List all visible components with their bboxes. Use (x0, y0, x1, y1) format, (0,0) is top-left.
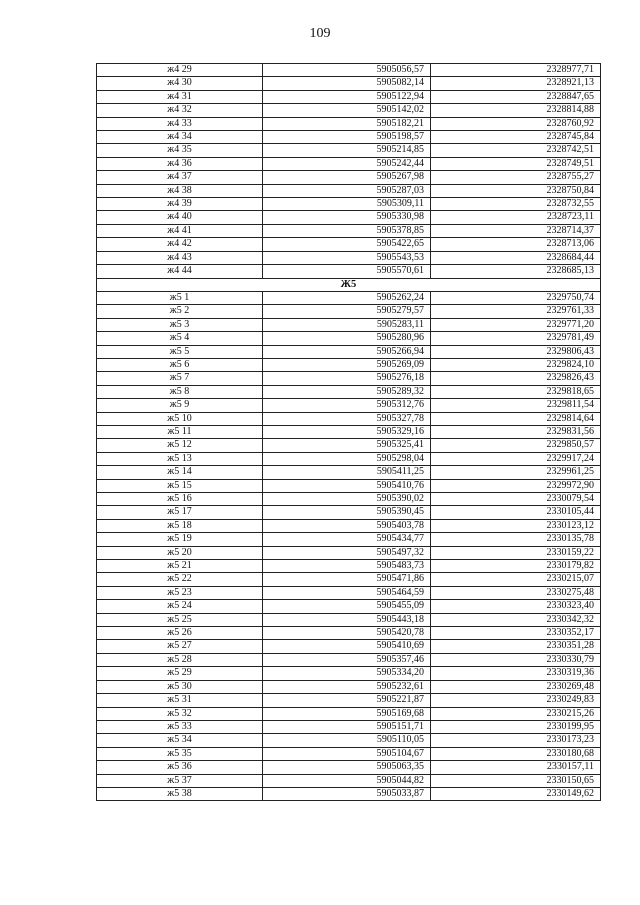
table-row (97, 533, 601, 546)
y-coordinate-cell: 2330342,32 (431, 613, 601, 626)
point-id-cell: ж5 5 (97, 345, 263, 358)
point-id-cell: ж5 11 (97, 425, 263, 438)
y-coordinate-cell: 2328750,84 (431, 184, 601, 197)
x-coordinate-cell: 5905334,20 (263, 667, 431, 680)
x-coordinate-cell: 5905169,68 (263, 707, 431, 720)
y-coordinate-cell: 2330323,40 (431, 600, 601, 613)
table-row (97, 667, 601, 680)
y-coordinate-cell: 2329818,65 (431, 385, 601, 398)
x-coordinate-cell: 5905390,45 (263, 506, 431, 519)
x-coordinate-cell: 5905262,24 (263, 291, 431, 304)
x-coordinate-cell: 5905327,78 (263, 412, 431, 425)
y-coordinate-cell: 2329806,43 (431, 345, 601, 358)
point-id-cell: ж4 37 (97, 171, 263, 184)
table-row (97, 586, 601, 599)
x-coordinate-cell: 5905329,16 (263, 425, 431, 438)
table-row (97, 157, 601, 170)
point-id-cell: ж5 4 (97, 332, 263, 345)
point-id-cell: ж4 44 (97, 265, 263, 278)
y-coordinate-cell: 2330275,48 (431, 586, 601, 599)
y-coordinate-cell: 2328713,06 (431, 238, 601, 251)
point-id-cell: ж4 38 (97, 184, 263, 197)
x-coordinate-cell: 5905403,78 (263, 519, 431, 532)
x-coordinate-cell: 5905280,96 (263, 332, 431, 345)
x-coordinate-cell: 5905242,44 (263, 157, 431, 170)
y-coordinate-cell: 2328760,92 (431, 117, 601, 130)
table-row (97, 171, 601, 184)
table-row (97, 560, 601, 573)
table-row (97, 305, 601, 318)
y-coordinate-cell: 2329781,49 (431, 332, 601, 345)
table-row (97, 694, 601, 707)
x-coordinate-cell: 5905312,76 (263, 399, 431, 412)
point-id-cell: ж4 30 (97, 77, 263, 90)
x-coordinate-cell: 5905063,35 (263, 761, 431, 774)
x-coordinate-cell: 5905182,21 (263, 117, 431, 130)
table-row (97, 439, 601, 452)
point-id-cell: ж4 39 (97, 198, 263, 211)
table-row (97, 332, 601, 345)
y-coordinate-cell: 2328714,37 (431, 224, 601, 237)
x-coordinate-cell: 5905411,25 (263, 466, 431, 479)
x-coordinate-cell: 5905279,57 (263, 305, 431, 318)
y-coordinate-cell: 2330159,22 (431, 546, 601, 559)
point-id-cell: ж5 38 (97, 787, 263, 800)
point-id-cell: ж5 31 (97, 694, 263, 707)
x-coordinate-cell: 5905390,02 (263, 493, 431, 506)
x-coordinate-cell: 5905543,53 (263, 251, 431, 264)
table-row (97, 318, 601, 331)
table-row (97, 104, 601, 117)
point-id-cell: ж5 33 (97, 720, 263, 733)
x-coordinate-cell: 5905410,69 (263, 640, 431, 653)
point-id-cell: ж4 35 (97, 144, 263, 157)
x-coordinate-cell: 5905325,41 (263, 439, 431, 452)
point-id-cell: ж4 33 (97, 117, 263, 130)
point-id-cell: ж5 18 (97, 519, 263, 532)
x-coordinate-cell: 5905464,59 (263, 586, 431, 599)
y-coordinate-cell: 2328755,27 (431, 171, 601, 184)
y-coordinate-cell: 2329824,10 (431, 358, 601, 371)
x-coordinate-cell: 5905283,11 (263, 318, 431, 331)
point-id-cell: ж5 25 (97, 613, 263, 626)
x-coordinate-cell: 5905422,65 (263, 238, 431, 251)
table-row (97, 345, 601, 358)
x-coordinate-cell: 5905378,85 (263, 224, 431, 237)
point-id-cell: ж4 32 (97, 104, 263, 117)
x-coordinate-cell: 5905056,57 (263, 64, 431, 77)
x-coordinate-cell: 5905276,18 (263, 372, 431, 385)
table-row (97, 77, 601, 90)
point-id-cell: ж5 21 (97, 560, 263, 573)
x-coordinate-cell: 5905122,94 (263, 90, 431, 103)
point-id-cell: ж5 1 (97, 291, 263, 304)
point-id-cell: ж4 40 (97, 211, 263, 224)
x-coordinate-cell: 5905434,77 (263, 533, 431, 546)
table-row (97, 117, 601, 130)
y-coordinate-cell: 2329972,90 (431, 479, 601, 492)
y-coordinate-cell: 2329750,74 (431, 291, 601, 304)
point-id-cell: ж5 26 (97, 627, 263, 640)
y-coordinate-cell: 2328977,71 (431, 64, 601, 77)
point-id-cell: ж5 6 (97, 358, 263, 371)
point-id-cell: ж5 16 (97, 493, 263, 506)
table-row (97, 787, 601, 800)
y-coordinate-cell: 2330079,54 (431, 493, 601, 506)
section-heading-row (97, 278, 601, 291)
y-coordinate-cell: 2329826,43 (431, 372, 601, 385)
table-row (97, 546, 601, 559)
y-coordinate-cell: 2329761,33 (431, 305, 601, 318)
table-row (97, 372, 601, 385)
table-row (97, 211, 601, 224)
x-coordinate-cell: 5905269,09 (263, 358, 431, 371)
point-id-cell: ж5 19 (97, 533, 263, 546)
x-coordinate-cell: 5905483,73 (263, 560, 431, 573)
point-id-cell: ж5 20 (97, 546, 263, 559)
y-coordinate-cell: 2328742,51 (431, 144, 601, 157)
point-id-cell: ж5 35 (97, 747, 263, 760)
table-row (97, 519, 601, 532)
point-id-cell: ж5 15 (97, 479, 263, 492)
table-row (97, 680, 601, 693)
y-coordinate-cell: 2329814,64 (431, 412, 601, 425)
table-row (97, 144, 601, 157)
y-coordinate-cell: 2328921,13 (431, 77, 601, 90)
x-coordinate-cell: 5905110,05 (263, 734, 431, 747)
table-row (97, 238, 601, 251)
table-row (97, 466, 601, 479)
y-coordinate-cell: 2330269,48 (431, 680, 601, 693)
coordinates-table (96, 63, 601, 801)
table-row (97, 224, 601, 237)
y-coordinate-cell: 2330105,44 (431, 506, 601, 519)
point-id-cell: ж5 14 (97, 466, 263, 479)
table-row (97, 131, 601, 144)
y-coordinate-cell: 2330330,79 (431, 653, 601, 666)
point-id-cell: ж5 10 (97, 412, 263, 425)
point-id-cell: ж5 37 (97, 774, 263, 787)
point-id-cell: ж5 7 (97, 372, 263, 385)
y-coordinate-cell: 2329917,24 (431, 452, 601, 465)
point-id-cell: ж5 24 (97, 600, 263, 613)
point-id-cell: ж5 32 (97, 707, 263, 720)
x-coordinate-cell: 5905289,32 (263, 385, 431, 398)
point-id-cell: ж4 34 (97, 131, 263, 144)
point-id-cell: ж5 13 (97, 452, 263, 465)
y-coordinate-cell: 2328745,84 (431, 131, 601, 144)
x-coordinate-cell: 5905570,61 (263, 265, 431, 278)
table-row (97, 90, 601, 103)
x-coordinate-cell: 5905221,87 (263, 694, 431, 707)
point-id-cell: ж5 8 (97, 385, 263, 398)
point-id-cell: ж5 30 (97, 680, 263, 693)
x-coordinate-cell: 5905151,71 (263, 720, 431, 733)
point-id-cell: ж5 9 (97, 399, 263, 412)
point-id-cell: ж4 41 (97, 224, 263, 237)
y-coordinate-cell: 2330319,36 (431, 667, 601, 680)
table-row (97, 506, 601, 519)
y-coordinate-cell: 2329850,57 (431, 439, 601, 452)
y-coordinate-cell: 2330249,83 (431, 694, 601, 707)
coordinates-table-body (97, 64, 601, 801)
y-coordinate-cell: 2330215,07 (431, 573, 601, 586)
x-coordinate-cell: 5905232,61 (263, 680, 431, 693)
y-coordinate-cell: 2330199,95 (431, 720, 601, 733)
x-coordinate-cell: 5905287,03 (263, 184, 431, 197)
x-coordinate-cell: 5905420,78 (263, 627, 431, 640)
y-coordinate-cell: 2330157,11 (431, 761, 601, 774)
x-coordinate-cell: 5905497,32 (263, 546, 431, 559)
y-coordinate-cell: 2328814,88 (431, 104, 601, 117)
table-row (97, 412, 601, 425)
table-row (97, 613, 601, 626)
y-coordinate-cell: 2328847,65 (431, 90, 601, 103)
y-coordinate-cell: 2328723,11 (431, 211, 601, 224)
y-coordinate-cell: 2329831,56 (431, 425, 601, 438)
y-coordinate-cell: 2328685,13 (431, 265, 601, 278)
point-id-cell: ж5 3 (97, 318, 263, 331)
table-row (97, 291, 601, 304)
table-row (97, 64, 601, 77)
x-coordinate-cell: 5905266,94 (263, 345, 431, 358)
y-coordinate-cell: 2328732,55 (431, 198, 601, 211)
table-row (97, 573, 601, 586)
point-id-cell: ж5 29 (97, 667, 263, 680)
y-coordinate-cell: 2330173,23 (431, 734, 601, 747)
x-coordinate-cell: 5905033,87 (263, 787, 431, 800)
y-coordinate-cell: 2328749,51 (431, 157, 601, 170)
y-coordinate-cell: 2329961,25 (431, 466, 601, 479)
x-coordinate-cell: 5905044,82 (263, 774, 431, 787)
point-id-cell: ж4 42 (97, 238, 263, 251)
point-id-cell: ж4 43 (97, 251, 263, 264)
page-number: 109 (309, 26, 331, 41)
x-coordinate-cell: 5905267,98 (263, 171, 431, 184)
point-id-cell: ж5 22 (97, 573, 263, 586)
point-id-cell: ж4 31 (97, 90, 263, 103)
table-row (97, 425, 601, 438)
table-row (97, 774, 601, 787)
point-id-cell: ж4 36 (97, 157, 263, 170)
y-coordinate-cell: 2329771,20 (431, 318, 601, 331)
x-coordinate-cell: 5905142,02 (263, 104, 431, 117)
table-row (97, 640, 601, 653)
y-coordinate-cell: 2330351,28 (431, 640, 601, 653)
table-row (97, 265, 601, 278)
y-coordinate-cell: 2330215,26 (431, 707, 601, 720)
table-row (97, 734, 601, 747)
x-coordinate-cell: 5905198,57 (263, 131, 431, 144)
point-id-cell: ж4 29 (97, 64, 263, 77)
point-id-cell: ж5 34 (97, 734, 263, 747)
x-coordinate-cell: 5905330,98 (263, 211, 431, 224)
table-row (97, 493, 601, 506)
table-row (97, 761, 601, 774)
y-coordinate-cell: 2330149,62 (431, 787, 601, 800)
table-row (97, 479, 601, 492)
y-coordinate-cell: 2329811,54 (431, 399, 601, 412)
y-coordinate-cell: 2330180,68 (431, 747, 601, 760)
x-coordinate-cell: 5905309,11 (263, 198, 431, 211)
x-coordinate-cell: 5905471,86 (263, 573, 431, 586)
y-coordinate-cell: 2328684,44 (431, 251, 601, 264)
table-row (97, 627, 601, 640)
x-coordinate-cell: 5905214,85 (263, 144, 431, 157)
point-id-cell: ж5 2 (97, 305, 263, 318)
x-coordinate-cell: 5905298,04 (263, 452, 431, 465)
point-id-cell: ж5 23 (97, 586, 263, 599)
point-id-cell: ж5 36 (97, 761, 263, 774)
table-row (97, 358, 601, 371)
table-row (97, 251, 601, 264)
x-coordinate-cell: 5905104,67 (263, 747, 431, 760)
y-coordinate-cell: 2330179,82 (431, 560, 601, 573)
x-coordinate-cell: 5905443,18 (263, 613, 431, 626)
section-heading: Ж5 (97, 278, 601, 291)
y-coordinate-cell: 2330123,12 (431, 519, 601, 532)
table-row (97, 747, 601, 760)
table-row (97, 184, 601, 197)
table-row (97, 452, 601, 465)
table-row (97, 720, 601, 733)
y-coordinate-cell: 2330150,65 (431, 774, 601, 787)
point-id-cell: ж5 28 (97, 653, 263, 666)
point-id-cell: ж5 27 (97, 640, 263, 653)
y-coordinate-cell: 2330352,17 (431, 627, 601, 640)
y-coordinate-cell: 2330135,78 (431, 533, 601, 546)
x-coordinate-cell: 5905455,09 (263, 600, 431, 613)
table-row (97, 600, 601, 613)
table-row (97, 385, 601, 398)
point-id-cell: ж5 12 (97, 439, 263, 452)
x-coordinate-cell: 5905082,14 (263, 77, 431, 90)
table-row (97, 707, 601, 720)
x-coordinate-cell: 5905410,76 (263, 479, 431, 492)
table-row (97, 198, 601, 211)
table-row (97, 399, 601, 412)
point-id-cell: ж5 17 (97, 506, 263, 519)
x-coordinate-cell: 5905357,46 (263, 653, 431, 666)
table-row (97, 653, 601, 666)
